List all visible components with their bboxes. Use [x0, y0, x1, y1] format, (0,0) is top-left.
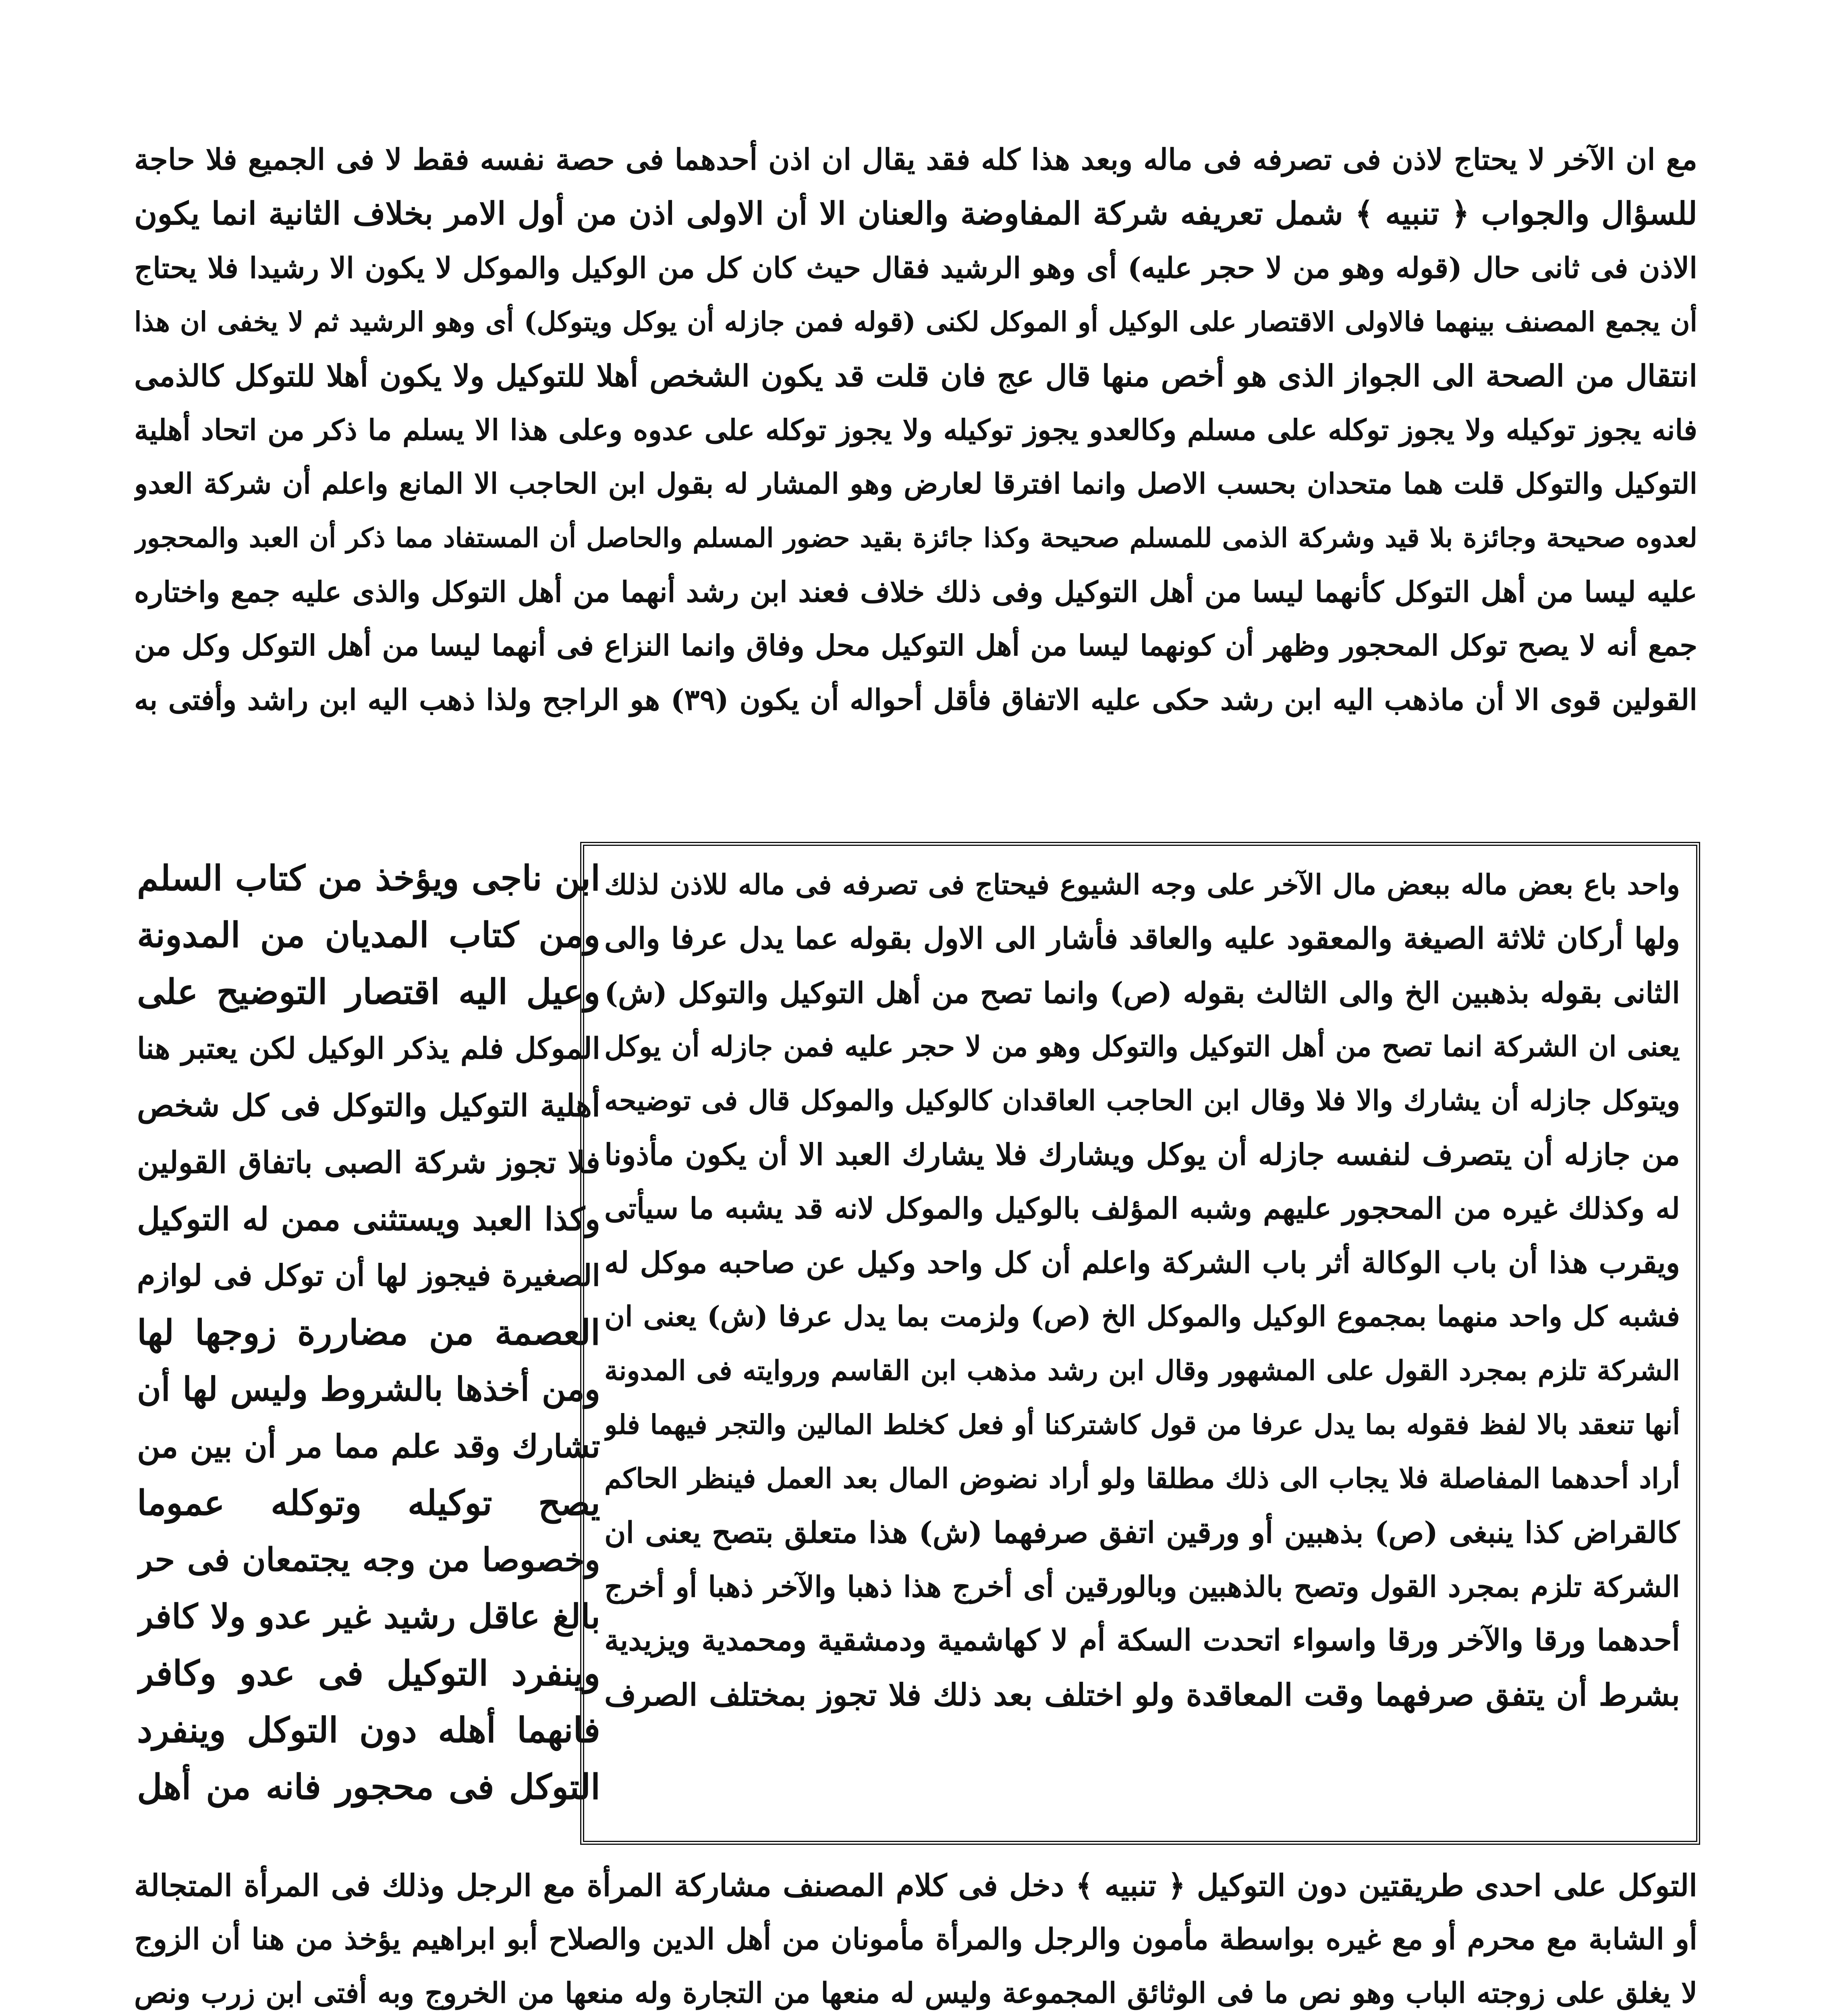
text-line: وخصوصا من وجه يجتمعان فى حر — [137, 1541, 600, 1579]
text-line: ابن ناجى ويؤخذ من كتاب السلم — [137, 858, 600, 899]
text-line: الشركة تلزم بمجرد القول وتصح بالذهبين وبالورقين أى أخرج هذا ذهبا والآخر ذهبا أو أخرج — [604, 1570, 1680, 1604]
text-line: ويتوكل جازله أن يشارك والا فلا وقال ابن الحاجب العاقدان كالوكيل والموكل قال فى توضيحه — [604, 1084, 1680, 1117]
text-line: يعنى ان الشركة انما تصح من أهل التوكيل والتوكل وهو من لا حجر عليه فمن جازله أن يوكل — [604, 1030, 1680, 1063]
text-line: الصغيرة فيجوز لها أن توكل فى لوازم — [137, 1258, 600, 1293]
text-line: وينفرد التوكيل فى عدو وكافر — [137, 1653, 600, 1694]
text-line: فانه يجوز توكيله ولا يجوز توكله على مسلم وكالعدو يجوز توكيله ولا يجوز توكله على عدوه وعلى هذا الا يسلم ما ذكر من اتحاد أهلية — [134, 413, 1697, 447]
text-line: للسؤال والجواب ﴿ تنبيه ﴾ شمل تعريفه شركة المفاوضة والعنان الا أن الاولى اذن من أول الامر بخلاف الثانية انما يكون — [134, 195, 1697, 232]
side-commentary — [137, 850, 600, 1815]
text-line: واحد باع بعض ماله ببعض مال الآخر على وجه الشيوع فيحتاج فى تصرفه فى ماله للاذن لذلك — [604, 868, 1680, 901]
text-line: القولين قوى الا أن ماذهب اليه ابن رشد حكى عليه الاتفاق فأقل أحواله أن يكون (٣٩) هو الراجح ولذا ذهب اليه ابن راشد وأفتى به — [134, 683, 1697, 717]
text-line: من جازله أن يتصرف لنفسه جازله أن يوكل ويشارك فلا يشارك العبد الا أن يكون مأذونا — [604, 1138, 1680, 1172]
text-line: الاذن فى ثانى حال (قوله وهو من لا حجر عليه) أى وهو الرشيد فقال حيث كان كل من الوكيل والموكل لا يكون الا رشيدا فلا يحتاج — [134, 251, 1697, 285]
text-line: لعدوه صحيحة وجائزة بلا قيد وشركة الذمى للمسلم صحيحة وكذا جائزة بقيد حضور المسلم والحاصل أن المستفاد مما ذكر أن العبد والمحجور — [134, 522, 1697, 553]
text-line: لا يغلق على زوجته الباب وهو نص ما فى الوثائق المجموعة وليس له منعها من التجارة وله منعها من الخروج وبه أفتى ابن زرب ونص — [134, 1976, 1697, 2010]
text-line: فشبه كل واحد منهما بمجموع الوكيل والموكل الخ (ص) ولزمت بما يدل عرفا (ش) يعنى ان — [604, 1300, 1680, 1333]
text-line: التوكل على احدى طريقتين دون التوكيل ﴿ تنبيه ﴾ دخل فى كلام المصنف مشاركة المرأة مع الرجل وذلك فى المرأة المتجالة — [134, 1868, 1697, 1903]
text-line: أن يجمع المصنف بينهما فالاولى الاقتصار على الوكيل أو الموكل لكنى (قوله فمن جازله أن يوكل ويتوكل) أى وهو الرشيد ثم لا يخفى ان هذا — [134, 306, 1697, 338]
text-line: الموكل فلم يذكر الوكيل لكن يعتبر هنا — [137, 1032, 600, 1066]
text-line: عليه ليسا من أهل التوكل كأنهما ليسا من أهل التوكيل وفى ذلك خلاف فعند ابن رشد أنهما من أهل التوكل والذى عليه جمع واختاره — [134, 575, 1697, 609]
text-line: فانهما أهله دون التوكل وينفرد — [137, 1710, 600, 1751]
text-line: الثانى بقوله بذهبين الخ والى الثالث بقوله (ص) وانما تصح من أهل التوكيل والتوكل (ش) — [604, 976, 1680, 1010]
text-line: أنها تنعقد بالا لفظ فقوله بما يدل عرفا من قول كاشتركنا أو فعل كخلط المالين والتجر فيهما فلو — [604, 1409, 1680, 1440]
text-line: ويقرب هذا أن باب الوكالة أثر باب الشركة واعلم أن كل واحد وكيل عن صاحبه موكل له — [604, 1245, 1680, 1280]
text-line: بالغ عاقل رشيد غير عدو ولا كافر — [137, 1597, 600, 1636]
text-line: كالقراض كذا ينبغى (ص) بذهبين أو ورقين اتفق صرفهما (ش) هذا متعلق بتصح يعنى ان — [604, 1515, 1680, 1550]
text-line: ولها أركان ثلاثة الصيغة والمعقود عليه والعاقد فأشار الى الاول بقوله عما يدل عرفا والى — [604, 922, 1680, 956]
text-line: فلا تجوز شركة الصبى باتفاق القولين — [137, 1144, 600, 1180]
text-line: تشارك وقد علم مما مر أن بين من — [137, 1428, 600, 1465]
text-line: ومن أخذها بالشروط وليس لها أن — [137, 1370, 600, 1409]
text-line: أراد أحدهما المفاصلة فلا يجاب الى ذلك مطلقا ولو أراد نضوض المال بعد العمل فينظر الحاكم — [604, 1463, 1680, 1495]
bottom-commentary — [134, 1859, 1697, 2014]
text-line: التوكل فى محجور فانه من أهل — [137, 1767, 600, 1807]
text-line: أهلية التوكيل والتوكل فى كل شخص — [137, 1088, 600, 1123]
text-line: ومن كتاب المديان من المدونة — [137, 915, 600, 955]
text-line: مع ان الآخر لا يحتاج لاذن فى تصرفه فى ماله وبعد هذا كله فقد يقال ان اذن أحدهما فى حصة نفسه فقط لا فى الجميع فلا حاجة — [134, 143, 1697, 177]
text-line: له وكذلك غيره من المحجور عليهم وشبه المؤلف بالوكيل والموكل لانه قد يشبه ما سيأتى — [604, 1191, 1680, 1226]
top-commentary — [134, 133, 1697, 727]
text-line: وكذا العبد ويستثنى ممن له التوكيل — [137, 1200, 600, 1238]
text-line: يصح توكيله وتوكله عموما — [137, 1483, 600, 1523]
text-line: أحدهما ورقا والآخر ورقا واسواء اتحدت السكة أم لا كهاشمية ودمشقية ومحمدية ويزيدية — [604, 1623, 1680, 1658]
text-line: بشرط أن يتفق صرفهما وقت المعاقدة ولو اختلف بعد ذلك فلا تجوز بمختلف الصرف — [604, 1676, 1680, 1713]
text-line: وعيل اليه اقتصار التوضيح على — [137, 972, 600, 1012]
main-text — [604, 858, 1680, 1722]
text-line: العصمة من مضاررة زوجها لها — [137, 1312, 600, 1353]
text-line: أو الشابة مع محرم أو مع غيره بواسطة مأمون والرجل والمرأة مأمونان من أهل الدين والصلاح أبو ابراهيم يؤخذ من هنا أن الزوج — [134, 1922, 1697, 1956]
text-line: التوكيل والتوكل قلت هما متحدان بحسب الاصل وانما افترقا لعارض وهو المشار له بقول ابن الحاجب الا المانع واعلم أن شركة العدو — [134, 467, 1697, 500]
text-line: انتقال من الصحة الى الجواز الذى هو أخص منها قال عج فان قلت قد يكون الشخص أهلا للتوكيل ولا يكون أهلا للتوكل كالذمى — [134, 358, 1697, 394]
text-line: جمع أنه لا يصح توكل المحجور وظهر أن كونهما ليسا من أهل التوكيل محل وفاق وانما النزاع فى أنهما ليسا من أهل التوكل وكل من — [134, 629, 1697, 662]
text-line: الشركة تلزم بمجرد القول على المشهور وقال ابن رشد مذهب ابن القاسم وروايته فى المدونة — [604, 1355, 1680, 1387]
